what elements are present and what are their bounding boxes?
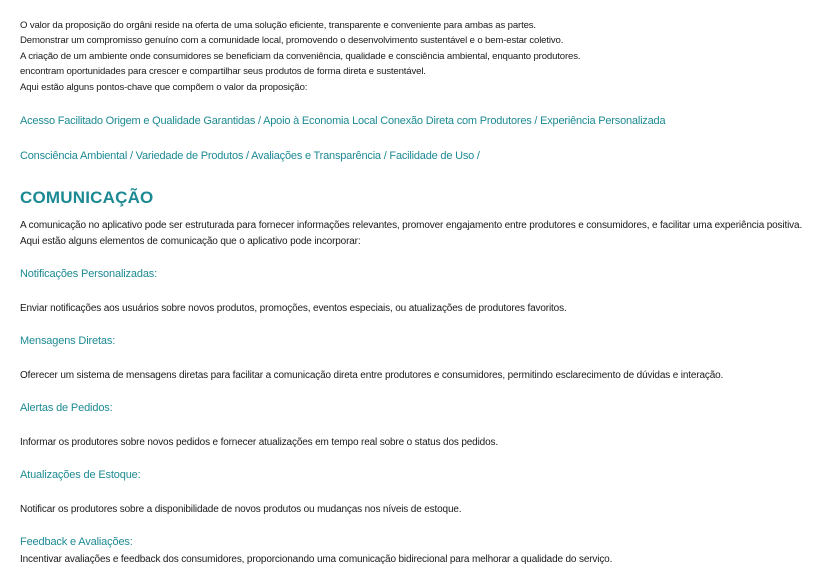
value-points-line-2: Consciência Ambiental / Variedade de Produtos / Avaliações e Transparência / Facilidade de Uso /: [20, 150, 480, 162]
section-heading-comunicacao: COMUNICAÇÃO: [20, 188, 154, 207]
intro-paragraph: [20, 18, 810, 95]
feature-description-feedback: Incentivar avaliações e feedback dos consumidores, proporcionando uma comunicação bidirecional para melhorar a qualidade do serviço.: [20, 554, 613, 565]
document-page: [20, 18, 810, 565]
feature-title-notificacoes: Notificações Personalizadas:: [20, 268, 158, 280]
value-points-line-1: Acesso Facilitado Origem e Qualidade Garantidas / Apoio à Economia Local Conexão Direta com Produtores / Experiência Personalizada: [20, 115, 666, 127]
communication-intro: [20, 218, 810, 250]
intro-line: A criação de um ambiente onde consumidores se beneficiam da conveniência, qualidade e consciência ambiental, enquanto produtores.: [20, 50, 581, 62]
feature-title-estoque: Atualizações de Estoque:: [20, 469, 141, 481]
feature-description-estoque: Notificar os produtores sobre a disponibilidade de novos produtos ou mudanças nos níveis de estoque.: [20, 504, 462, 515]
intro-line: encontram oportunidades para crescer e compartilhar seus produtos de forma direta e sustentável.: [20, 66, 426, 78]
feature-description-notificacoes: Enviar notificações aos usuários sobre novos produtos, promoções, eventos especiais, ou atualizações de produtores favoritos.: [20, 303, 567, 314]
feature-description-alertas: Informar os produtores sobre novos pedidos e fornecer atualizações em tempo real sobre o status dos pedidos.: [20, 437, 498, 448]
intro-line: Demonstrar um compromisso genuíno com a comunidade local, promovendo o desenvolvimento sustentável e o bem-estar coletivo.: [20, 35, 564, 47]
feature-description-mensagens: Oferecer um sistema de mensagens diretas para facilitar a comunicação direta entre produtores e consumidores, permitindo esclarecimento de dúvidas e interação.: [20, 370, 724, 381]
feature-title-alertas: Alertas de Pedidos:: [20, 402, 113, 414]
feature-title-mensagens: Mensagens Diretas:: [20, 335, 116, 347]
communication-intro-line: Aqui estão alguns elementos de comunicação que o aplicativo pode incorporar:: [20, 236, 361, 247]
intro-line: Aqui estão alguns pontos-chave que compõem o valor da proposição:: [20, 81, 308, 93]
intro-line: O valor da proposição do orgâni reside na oferta de uma solução eficiente, transparente e conveniente para ambas as partes.: [20, 20, 536, 31]
feature-title-feedback: Feedback e Avaliações:: [20, 536, 133, 548]
communication-intro-line: A comunicação no aplicativo pode ser estruturada para fornecer informações relevantes, promover engajamento entre produtores e consumidores, e facilitar uma experiência positiva.: [20, 220, 803, 231]
